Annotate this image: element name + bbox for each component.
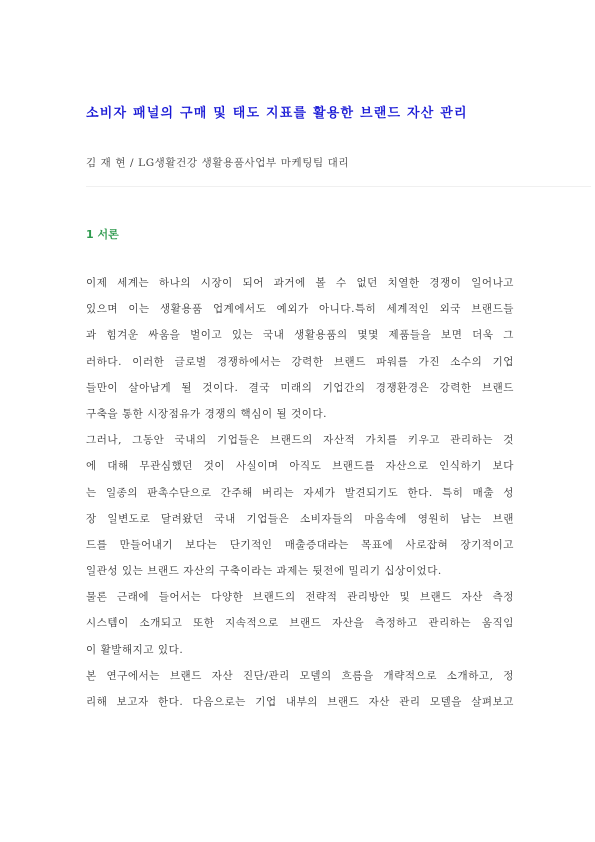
body-line: 이 활발해지고 있다.: [86, 643, 184, 656]
divider: [86, 186, 591, 187]
body-line: 러하다. 이러한 글로벌 경쟁하에서는 강력한 브랜드 파워를 가진 소수의 기업: [86, 355, 514, 368]
body-line: 일관성 있는 브랜드 자산의 구축이라는 과제는 뒷전에 밀리기 십상이었다.: [86, 565, 442, 578]
body-line: 물론 근래에 들어서는 다양한 브랜드의 전략적 관리방안 및 브랜드 자산 측정: [86, 591, 514, 604]
body-line: 장 일변도로 달려왔던 국내 기업들은 소비자들의 마음속에 영원히 남는 브랜: [86, 512, 514, 525]
document-title: 소비자 패널의 구매 및 태도 지표를 활용한 브랜드 자산 관리: [86, 106, 468, 121]
body-text: [86, 270, 514, 715]
body-line: 구축을 통한 시장점유가 경쟁의 핵심이 될 것이다.: [86, 407, 328, 420]
body-line: 있으며 이는 생활용품 업계에서도 예외가 아니다.특히 세계적인 외국 브랜드들: [86, 303, 514, 316]
section-heading: 1 서론: [86, 228, 119, 241]
author-byline: 김 재 현 / LG생활건강 생활용품사업부 마케팅팀 대리: [86, 157, 350, 169]
body-line: 이제 세계는 하나의 시장이 되어 과거에 볼 수 없던 치열한 경쟁이 일어나고: [86, 277, 514, 289]
body-line: 리해 보고자 한다. 다음으로는 기업 내부의 브랜드 자산 관리 모델을 살펴보고: [86, 696, 514, 708]
body-line: 그러나, 그동안 국내의 기업들은 브랜드의 자산적 가치를 키우고 관리하는 것: [86, 434, 514, 447]
body-line: 시스템이 소개되고 또한 지속적으로 브랜드 자산을 측정하고 관리하는 움직임: [86, 617, 514, 630]
body-line: 드를 만들어내기 보다는 단기적인 매출증대라는 목표에 사로잡혀 장기적이고: [86, 538, 514, 551]
body-line: 에 대해 무관심했던 것이 사실이며 아직도 브랜드를 자산으로 인식하기 보다: [86, 460, 514, 473]
body-line: 들만이 살아남게 될 것이다. 결국 미래의 기업간의 경쟁환경은 강력한 브랜드: [86, 381, 514, 394]
body-line: 본 연구에서는 브랜드 자산 진단/관리 모델의 흐름을 개략적으로 소개하고, 정: [86, 669, 514, 682]
body-line: 과 힘겨운 싸움을 벌이고 있는 국내 생활용품의 몇몇 제품들을 보면 더욱 그: [86, 329, 514, 342]
body-line: 는 일종의 판촉수단으로 간주해 버리는 자세가 발견되기도 한다. 특히 매출 성: [86, 486, 514, 499]
